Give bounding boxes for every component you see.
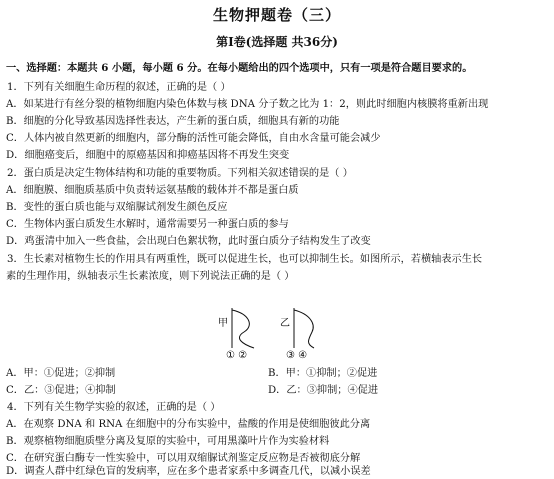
q4-option-b: B．观察植物细胞质壁分离及复原的实验中，可用黑藻叶片作为实验材料: [6, 436, 330, 447]
q4-option-a: A．在观察 DNA 和 RNA 在细胞中的分布实验中，盐酸的作用是使细胞彼此分离: [6, 419, 371, 430]
section-subtitle: 第Ⅰ卷(选择题 共36分): [216, 35, 338, 49]
q4-option-c: C．在研究蛋白酶专一性实验中，可以用双缩脲试剂鉴定反应物是否被彻底分解: [6, 453, 361, 464]
q3-option-d: D．乙：③抑制；④促进: [268, 385, 379, 396]
q2-option-a: A．细胞膜、细胞质基质中负责转运氨基酸的载体并不都是蛋白质: [6, 185, 299, 196]
q1-option-a: A．如某进行有丝分裂的植物细胞内染色体数与核 DNA 分子数之比为 1：2，则此时细胞内核膜将重新出现: [6, 99, 489, 110]
q3-option-b: B．甲：①抑制；②促进: [268, 368, 378, 379]
figure-marks-right: ③ ④: [286, 350, 308, 360]
curve-jia: [232, 310, 254, 348]
q2-option-b: B．变性的蛋白质也能与双缩脲试剂发生颜色反应: [6, 202, 228, 213]
page-title: 生物押题卷（三）: [212, 6, 341, 24]
q2-option-d: D．鸡蛋清中加入一些食盐，会出现白色絮状物，此时蛋白质分子结构发生了改变: [6, 236, 371, 247]
curve-yi: [294, 310, 314, 348]
q3-option-a: A．甲：①促进；②抑制: [6, 368, 116, 379]
section-instruction: 一、选择题：本题共 6 小题，每小题 6 分。在每小题给出的四个选项中，只有一项是符合题目要求的。: [6, 62, 473, 74]
q4-option-d: D．调查人群中红绿色盲的发病率，应在多个患者家系中多调查几代，以减小误差: [6, 466, 371, 477]
q4-stem: 4．下列有关生物学实验的叙述，正确的是（ ）: [7, 402, 221, 413]
q3-option-c: C．乙：③促进；④抑制: [6, 385, 116, 396]
q2-stem: 2．蛋白质是决定生物体结构和功能的重要物质。下列相关叙述错误的是（ ）: [7, 168, 353, 179]
auxin-figure: [214, 306, 334, 360]
figure-marks-left: ① ②: [226, 350, 248, 360]
q2-option-c: C．生物体内蛋白质发生水解时，通常需要另一种蛋白质的参与: [6, 219, 289, 230]
figure-label-jia: 甲: [218, 318, 228, 329]
figure-label-yi: 乙: [280, 318, 290, 329]
q1-option-d: D．细胞癌变后，细胞中的原癌基因和抑癌基因将不再发生突变: [6, 150, 290, 161]
q1-stem: 1．下列有关细胞生命历程的叙述，正确的是（ ）: [7, 82, 231, 93]
q1-option-c: C．人体内被自然更新的细胞内，部分酶的活性可能会降低，自由水含量可能会减少: [6, 133, 381, 144]
q3-stem-line1: 3．生长素对植物生长的作用具有两重性，既可以促进生长，也可以抑制生长。如图所示，若横轴表示生长: [7, 254, 483, 265]
q3-stem-line2: 素的生理作用，纵轴表示生长素浓度，则下列说法正确的是（ ）: [6, 271, 295, 282]
q1-option-b: B．细胞的分化导致基因选择性表达，产生新的蛋白质，细胞具有新的功能: [6, 116, 340, 127]
